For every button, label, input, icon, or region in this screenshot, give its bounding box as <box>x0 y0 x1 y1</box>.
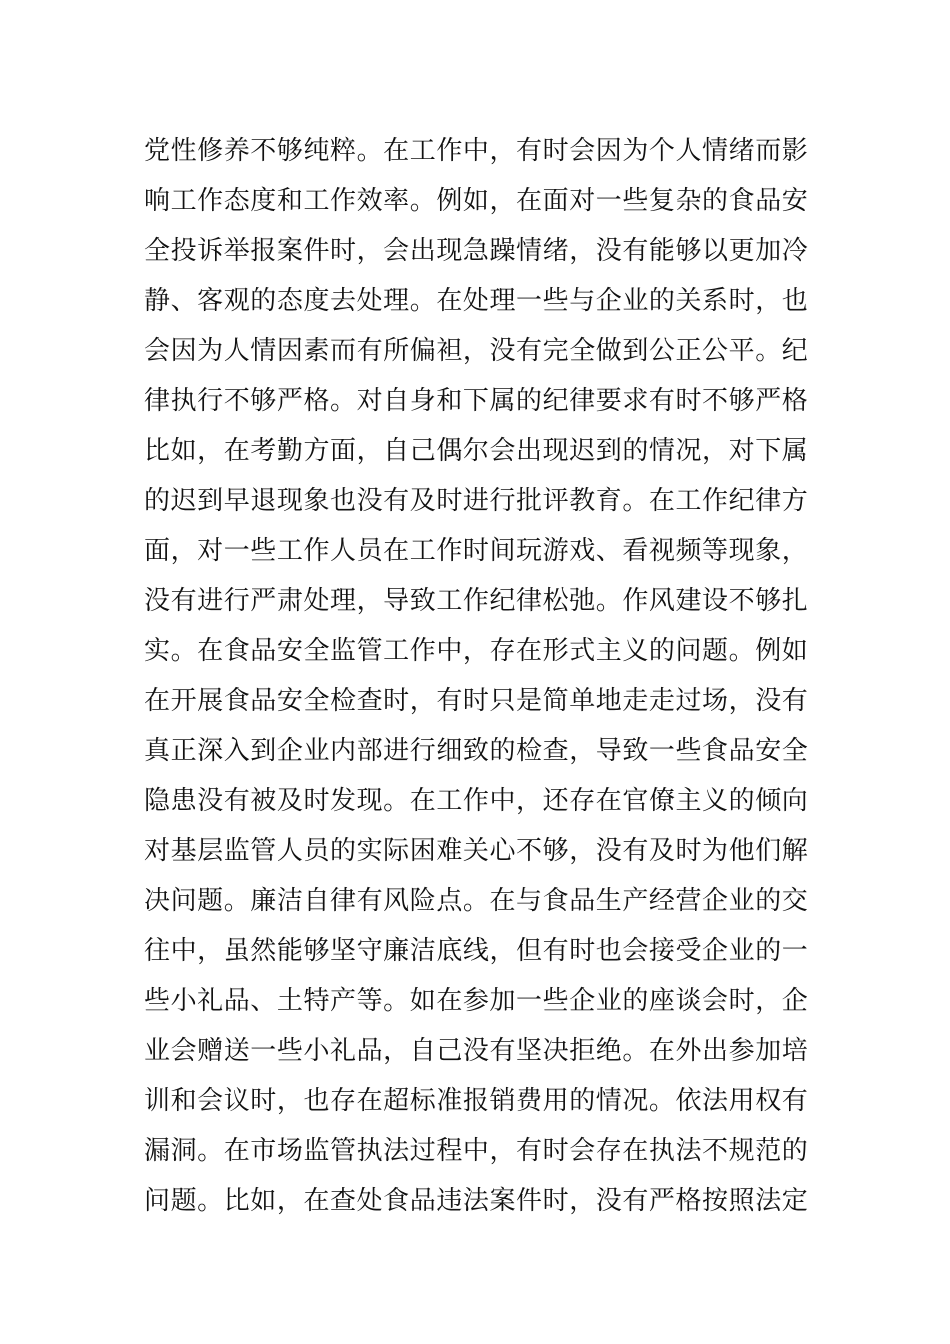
text-line-18: 些小礼品、土特产等。如在参加一些企业的座谈会时，企 <box>144 986 808 1016</box>
text-line-9: 面，对一些工作人员在工作时间玩游戏、看视频等现象， <box>144 536 808 566</box>
text-line-8: 的迟到早退现象也没有及时进行批评教育。在工作纪律方 <box>144 486 808 516</box>
text-line-19: 业会赠送一些小礼品，自己没有坚决拒绝。在外出参加培 <box>144 1036 808 1066</box>
text-line-3: 全投诉举报案件时，会出现急躁情绪，没有能够以更加冷 <box>144 236 808 266</box>
text-line-10: 没有进行严肃处理，导致工作纪律松弛。作风建设不够扎 <box>144 586 808 616</box>
text-line-1: 党性修养不够纯粹。在工作中，有时会因为个人情绪而影 <box>144 136 808 166</box>
text-line-15: 对基层监管人员的实际困难关心不够，没有及时为他们解 <box>144 836 808 866</box>
text-line-17: 往中，虽然能够坚守廉洁底线，但有时也会接受企业的一 <box>144 936 808 966</box>
text-line-6: 律执行不够严格。对自身和下属的纪律要求有时不够严格 <box>144 386 808 416</box>
text-line-20: 训和会议时，也存在超标准报销费用的情况。依法用权有 <box>144 1086 808 1116</box>
body-text <box>144 126 808 1226</box>
text-line-12: 在开展食品安全检查时，有时只是简单地走走过场，没有 <box>144 686 808 716</box>
text-line-13: 真正深入到企业内部进行细致的检查，导致一些食品安全 <box>144 736 808 766</box>
text-line-21: 漏洞。在市场监管执法过程中，有时会存在执法不规范的 <box>144 1136 808 1166</box>
text-line-16: 决问题。廉洁自律有风险点。在与食品生产经营企业的交 <box>144 886 808 916</box>
text-line-2: 响工作态度和工作效率。例如，在面对一些复杂的食品安 <box>144 186 808 216</box>
text-line-22: 问题。比如，在查处食品违法案件时，没有严格按照法定 <box>144 1186 808 1216</box>
text-line-14: 隐患没有被及时发现。在工作中，还存在官僚主义的倾向 <box>144 786 808 816</box>
text-line-4: 静、客观的态度去处理。在处理一些与企业的关系时，也 <box>144 286 808 316</box>
text-line-11: 实。在食品安全监管工作中，存在形式主义的问题。例如 <box>144 636 808 666</box>
text-line-7: 比如，在考勤方面，自己偶尔会出现迟到的情况，对下属 <box>144 436 808 466</box>
text-line-5: 会因为人情因素而有所偏袒，没有完全做到公正公平。纪 <box>144 336 808 366</box>
